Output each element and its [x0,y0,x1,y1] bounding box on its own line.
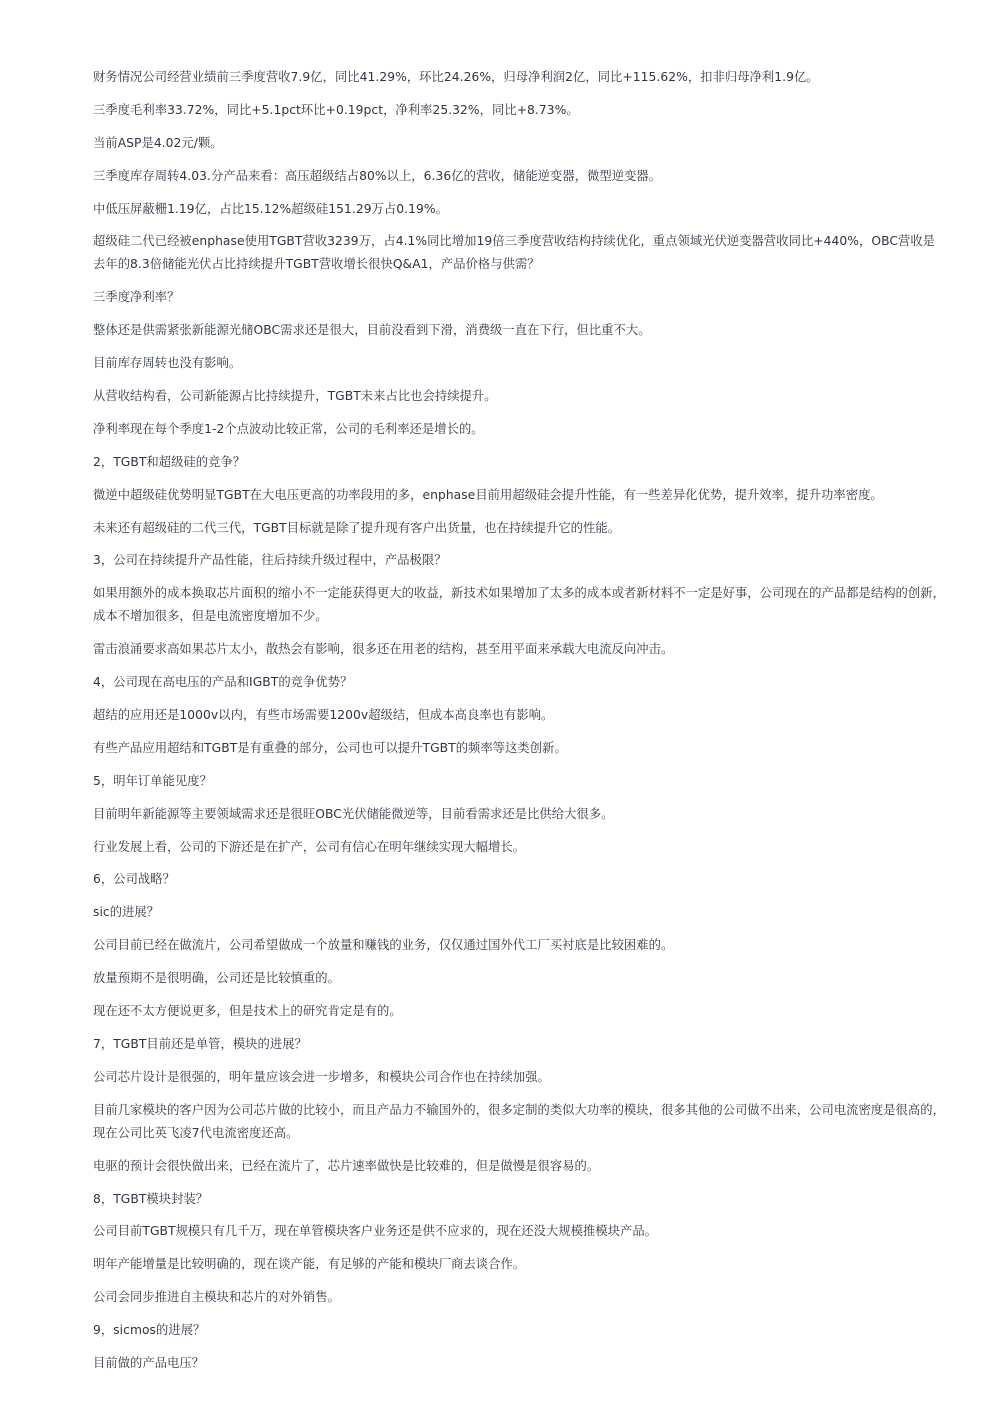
paragraph: 公司会同步推进自主模块和芯片的对外销售。 [93,1290,340,1305]
question-heading: 9，sicmos的进展？ [93,1323,206,1338]
paragraph: 明年产能增量是比较明确的，现在谈产能，有足够的产能和模块厂商去谈合作。 [93,1257,526,1272]
paragraph: 超级硅二代已经被enphase使用TGBT营收3239万，占4.1%同比增加19倍三季度营收结构持续优化，重点领域光伏逆变器营收同比+440%，OBC营收是去年的8.3倍储能光伏占比持续提升TGBT营收增长很快Q&A1，产品价格与供需？ [93,234,936,272]
question-heading: 目前做的产品电压？ [93,1355,205,1370]
paragraph: 公司芯片设计是很强的，明年量应该会进一步增多，和模块公司合作也在持续加强。 [93,1069,550,1084]
question-heading: 3，公司在持续提升产品性能，往后持续升级过程中，产品极限？ [93,553,447,568]
paragraph: 有些产品应用超结和TGBT是有重叠的部分，公司也可以提升TGBT的频率等这类创新。 [93,740,567,755]
question-heading: 6，公司战略？ [93,872,175,887]
paragraph: 公司目前已经在做流片，公司希望做成一个放量和赚钱的业务，仅仅通过国外代工厂买衬底是比较困难的。 [93,938,674,953]
paragraph: 如果用额外的成本换取芯片面积的缩小不一定能获得更大的收益，新技术如果增加了太多的成本或者新材料不一定是好事，公司现在的产品都是结构的创新，成本不增加很多，但是电流密度增加不少。 [93,586,945,624]
paragraph: 目前明年新能源等主要领域需求还是很旺OBC光伏储能微逆等，目前看需求还是比供给大很多。 [93,806,614,821]
paragraph: 从营收结构看，公司新能源占比持续提升，TGBT未来占比也会持续提升。 [93,389,497,404]
question-heading: 7，TGBT目前还是单管，模块的进展？ [93,1036,307,1051]
question-heading: 4，公司现在高电压的产品和IGBT的竞争优势？ [93,675,353,690]
document-body [93,66,945,1375]
paragraph: 行业发展上看，公司的下游还是在扩产，公司有信心在明年继续实现大幅增长。 [93,839,526,854]
question-heading: sic的进展？ [93,905,160,920]
paragraph: 现在还不太方便说更多，但是技术上的研究肯定是有的。 [93,1004,402,1019]
question-heading: 2，TGBT和超级硅的竞争？ [93,454,246,469]
paragraph: 目前库存周转也没有影响。 [93,356,242,371]
question-heading: 8，TGBT模块封装？ [93,1191,209,1206]
paragraph: 三季度库存周转4.03.分产品来看：高压超级结占80%以上，6.36亿的营收，储能逆变器，微型逆变器。 [93,168,662,183]
paragraph: 微逆中超级硅优势明显TGBT在大电压更高的功率段用的多，enphase目前用超级硅会提升性能，有一些差异化优势，提升效率，提升功率密度。 [93,487,883,502]
paragraph: 中低压屏蔽栅1.19亿，占比15.12%超级硅151.29万占0.19%。 [93,201,448,216]
question-heading: 5，明年订单能见度？ [93,773,212,788]
paragraph: 未来还有超级硅的二代三代，TGBT目标就是除了提升现有客户出货量，也在持续提升它的性能。 [93,520,621,535]
paragraph: 电驱的预计会很快做出来，已经在流片了，芯片速率做快是比较难的，但是做慢是很容易的。 [93,1158,600,1173]
paragraph: 整体还是供需紧张新能源光储OBC需求还是很大，目前没看到下滑，消费级一直在下行，但比重不大。 [93,323,651,338]
paragraph: 目前几家模块的客户因为公司芯片做的比较小，而且产品力不输国外的，很多定制的类似大功率的模块，很多其他的公司做不出来，公司电流密度是很高的，现在公司比英飞凌7代电流密度还高。 [93,1102,945,1140]
question-heading: 三季度净利率？ [93,290,180,305]
paragraph: 三季度毛利率33.72%，同比+5.1pct环比+0.19pct，净利率25.32%，同比+8.73%。 [93,102,579,117]
paragraph: 公司目前TGBT规模只有几千万，现在单管模块客户业务还是供不应求的，现在还没大规模推模块产品。 [93,1224,658,1239]
paragraph: 净利率现在每个季度1-2个点波动比较正常，公司的毛利率还是增长的。 [93,421,484,436]
paragraph: 雷击浪涌要求高如果芯片太小，散热会有影响，很多还在用老的结构，甚至用平面来承载大电流反向冲击。 [93,642,674,657]
paragraph: 超结的应用还是1000v以内，有些市场需要1200v超级结，但成本高良率也有影响。 [93,708,554,723]
paragraph: 财务情况公司经营业绩前三季度营收7.9亿，同比41.29%，环比24.26%，归母净利润2亿，同比+115.62%，扣非归母净利1.9亿。 [93,70,819,84]
paragraph: 放量预期不是很明确，公司还是比较慎重的。 [93,971,340,986]
paragraph: 当前ASP是4.02元/颗。 [93,135,223,150]
